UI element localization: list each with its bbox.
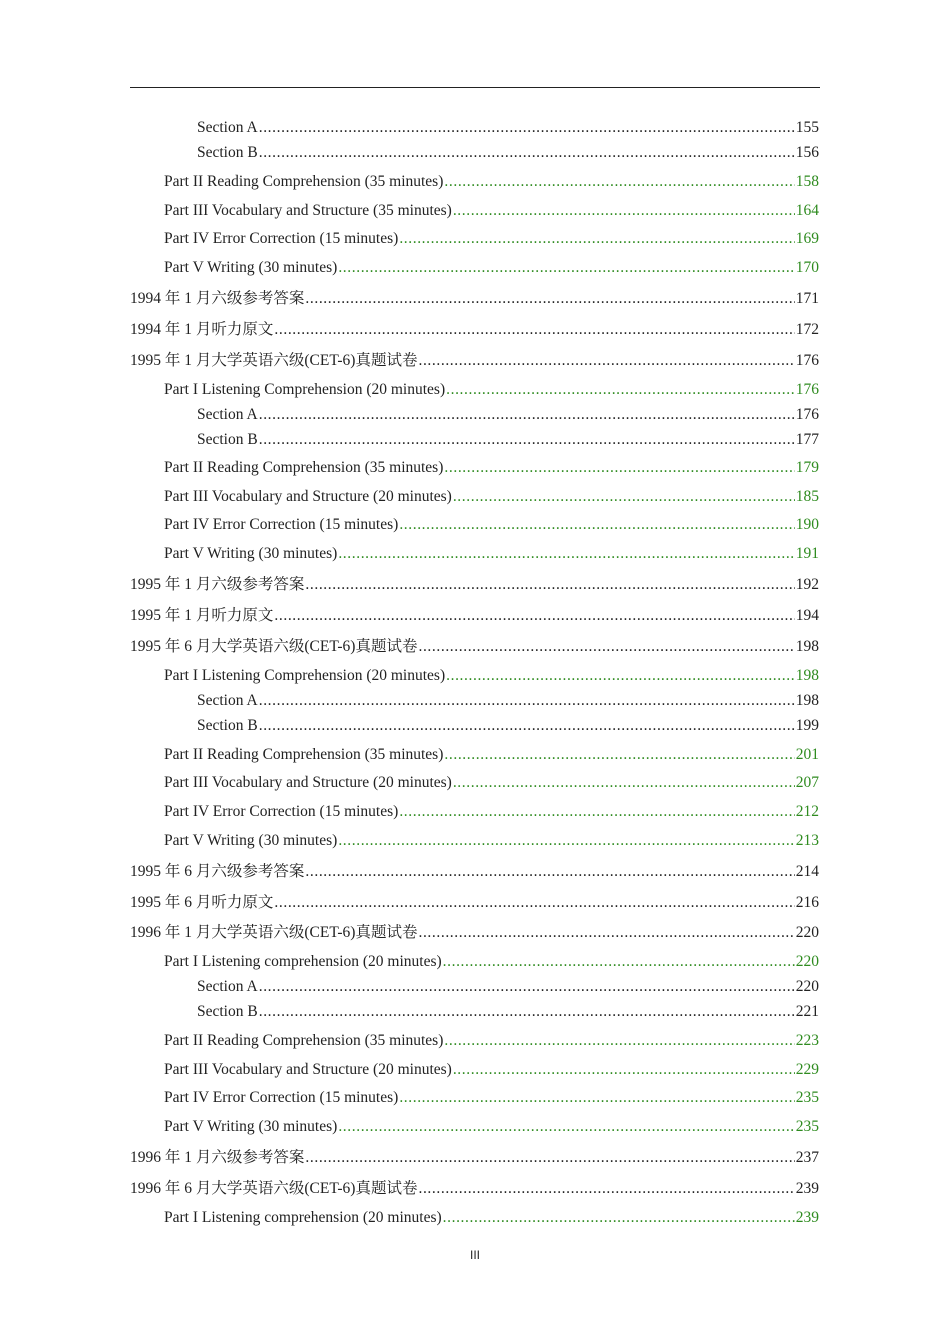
toc-leader-dots xyxy=(446,380,795,400)
toc-entry-page: 176 xyxy=(795,406,819,423)
toc-entry-title: Part III Vocabulary and Structure (20 minutes) xyxy=(164,774,452,791)
toc-entry-title: Part II Reading Comprehension (35 minutes) xyxy=(164,173,444,190)
toc-entry-title: Section B xyxy=(197,1003,258,1020)
toc-entry[interactable] xyxy=(164,1088,819,1108)
toc-entry-page: 176 xyxy=(795,352,819,369)
toc-leader-dots xyxy=(444,458,794,478)
toc-entry[interactable] xyxy=(197,118,819,138)
toc-entry[interactable] xyxy=(130,1148,819,1168)
toc-entry[interactable] xyxy=(130,320,819,340)
toc-leader-dots xyxy=(418,351,794,371)
toc-leader-dots xyxy=(453,487,795,507)
toc-entry-title: 1996 年 1 月六级参考答案 xyxy=(130,1149,305,1166)
toc-leader-dots xyxy=(259,977,795,997)
toc-entry-page: 164 xyxy=(795,202,819,219)
toc-entry-title: Part V Writing (30 minutes) xyxy=(164,545,338,562)
toc-entry[interactable] xyxy=(197,430,819,450)
toc-entry-title: 1995 年 6 月六级参考答案 xyxy=(130,863,305,880)
toc-entry-page: 213 xyxy=(795,832,819,849)
toc-leader-dots xyxy=(399,1088,794,1108)
toc-entry-title: Part IV Error Correction (15 minutes) xyxy=(164,230,399,247)
toc-entry[interactable] xyxy=(164,773,819,793)
toc-leader-dots xyxy=(259,405,795,425)
header-rule xyxy=(130,87,820,88)
toc-entry[interactable] xyxy=(164,952,819,972)
toc-leader-dots xyxy=(453,1060,795,1080)
toc-entry[interactable] xyxy=(164,802,819,822)
toc-leader-dots xyxy=(418,637,794,657)
toc-entry[interactable] xyxy=(197,977,819,997)
toc-entry-title: Section A xyxy=(197,406,258,423)
toc-entry-page: 207 xyxy=(795,774,819,791)
toc-entry-page: 235 xyxy=(795,1089,819,1106)
toc-leader-dots xyxy=(274,606,794,626)
toc-entry-title: 1996 年 6 月大学英语六级(CET-6)真题试卷 xyxy=(130,1180,418,1197)
toc-entry-title: 1995 年 6 月大学英语六级(CET-6)真题试卷 xyxy=(130,638,418,655)
toc-entry-title: Part IV Error Correction (15 minutes) xyxy=(164,516,399,533)
toc-entry-page: 239 xyxy=(795,1209,819,1226)
toc-entry[interactable] xyxy=(164,666,819,686)
toc-entry-page: 220 xyxy=(795,978,819,995)
toc-entry-page: 170 xyxy=(795,259,819,276)
toc-entry[interactable] xyxy=(130,289,819,309)
toc-entry-title: 1995 年 1 月大学英语六级(CET-6)真题试卷 xyxy=(130,352,418,369)
toc-entry-title: Section B xyxy=(197,144,258,161)
toc-entry-title: Part I Listening comprehension (20 minutes) xyxy=(164,953,442,970)
toc-entry-title: Part I Listening Comprehension (20 minutes) xyxy=(164,667,446,684)
toc-entry-page: 176 xyxy=(795,381,819,398)
toc-entry[interactable] xyxy=(164,258,819,278)
toc-leader-dots xyxy=(338,258,794,278)
toc-leader-dots xyxy=(259,691,795,711)
toc-entry-title: Part II Reading Comprehension (35 minutes) xyxy=(164,746,444,763)
toc-entry[interactable] xyxy=(130,637,819,657)
toc-entry-page: 171 xyxy=(795,290,819,307)
toc-entry-page: 220 xyxy=(795,953,819,970)
toc-leader-dots xyxy=(443,1208,795,1228)
toc-entry-page: 192 xyxy=(795,576,819,593)
toc-entry[interactable] xyxy=(130,1179,819,1199)
toc-entry[interactable] xyxy=(164,544,819,564)
toc-entry[interactable] xyxy=(197,716,819,736)
toc-leader-dots xyxy=(305,575,794,595)
toc-leader-dots xyxy=(259,118,795,138)
toc-entry-title: Part III Vocabulary and Structure (35 minutes) xyxy=(164,202,452,219)
toc-entry[interactable] xyxy=(164,458,819,478)
toc-entry[interactable] xyxy=(164,380,819,400)
toc-entry-page: 198 xyxy=(795,638,819,655)
toc-leader-dots xyxy=(338,831,794,851)
toc-entry-page: 214 xyxy=(795,863,819,880)
toc-entry-page: 212 xyxy=(795,803,819,820)
toc-entry[interactable] xyxy=(197,405,819,425)
toc-entry-title: Part V Writing (30 minutes) xyxy=(164,1118,338,1135)
toc-entry-title: Part V Writing (30 minutes) xyxy=(164,259,338,276)
toc-entry-title: 1996 年 1 月大学英语六级(CET-6)真题试卷 xyxy=(130,924,418,941)
toc-leader-dots xyxy=(274,893,794,913)
toc-entry-title: 1994 年 1 月六级参考答案 xyxy=(130,290,305,307)
toc-entry-title: Part III Vocabulary and Structure (20 minutes) xyxy=(164,488,452,505)
toc-entry[interactable] xyxy=(197,1002,819,1022)
toc-entry-title: 1995 年 1 月听力原文 xyxy=(130,607,274,624)
toc-entry-title: Part II Reading Comprehension (35 minutes) xyxy=(164,1032,444,1049)
toc-entry-title: Part I Listening Comprehension (20 minutes) xyxy=(164,381,446,398)
toc-entry-title: Part IV Error Correction (15 minutes) xyxy=(164,1089,399,1106)
toc-entry[interactable] xyxy=(164,1031,819,1051)
toc-entry[interactable] xyxy=(164,831,819,851)
toc-entry-page: 198 xyxy=(795,692,819,709)
toc-leader-dots xyxy=(259,143,795,163)
toc-entry[interactable] xyxy=(197,143,819,163)
toc-leader-dots xyxy=(444,745,794,765)
toc-entry-page: 199 xyxy=(795,717,819,734)
toc-entry[interactable] xyxy=(130,923,819,943)
toc-leader-dots xyxy=(399,229,794,249)
toc-entry[interactable] xyxy=(164,1117,819,1137)
toc-entry[interactable] xyxy=(164,1060,819,1080)
toc-entry-title: 1995 年 1 月六级参考答案 xyxy=(130,576,305,593)
toc-entry-page: 201 xyxy=(795,746,819,763)
toc-leader-dots xyxy=(418,923,794,943)
toc-entry-page: 191 xyxy=(795,545,819,562)
toc-leader-dots xyxy=(259,716,795,736)
toc-entry-page: 185 xyxy=(795,488,819,505)
toc-leader-dots xyxy=(399,515,794,535)
toc-entry-page: 158 xyxy=(795,173,819,190)
toc-entry-page: 216 xyxy=(795,894,819,911)
toc-entry-page: 220 xyxy=(795,924,819,941)
toc-leader-dots xyxy=(453,201,795,221)
toc-entry-page: 172 xyxy=(795,321,819,338)
toc-entry[interactable] xyxy=(130,351,819,371)
toc-entry-title: Section A xyxy=(197,978,258,995)
toc-entry-title: Part I Listening comprehension (20 minutes) xyxy=(164,1209,442,1226)
toc-entry-title: Part II Reading Comprehension (35 minutes) xyxy=(164,459,444,476)
toc-entry[interactable] xyxy=(130,862,819,882)
toc-entry-page: 179 xyxy=(795,459,819,476)
toc-entry-title: Section A xyxy=(197,692,258,709)
toc-leader-dots xyxy=(443,952,795,972)
toc-entry-page: 190 xyxy=(795,516,819,533)
toc-entry[interactable] xyxy=(164,515,819,535)
toc-entry-title: Part V Writing (30 minutes) xyxy=(164,832,338,849)
toc-leader-dots xyxy=(305,289,794,309)
toc-entry-page: 177 xyxy=(795,431,819,448)
toc-entry-page: 229 xyxy=(795,1061,819,1078)
toc-leader-dots xyxy=(338,544,794,564)
toc-entry[interactable] xyxy=(164,172,819,192)
toc-entry-page: 221 xyxy=(795,1003,819,1020)
toc-entry[interactable] xyxy=(164,745,819,765)
toc-entry-page: 239 xyxy=(795,1180,819,1197)
toc-leader-dots xyxy=(338,1117,794,1137)
toc-entry-page: 156 xyxy=(795,144,819,161)
toc-entry[interactable] xyxy=(130,575,819,595)
toc-entry[interactable] xyxy=(164,1208,819,1228)
toc-entry-page: 198 xyxy=(795,667,819,684)
toc-entry-page: 237 xyxy=(795,1149,819,1166)
toc-entry-title: Section B xyxy=(197,717,258,734)
toc-entry-page: 194 xyxy=(795,607,819,624)
toc-leader-dots xyxy=(446,666,795,686)
toc-leader-dots xyxy=(274,320,794,340)
toc-leader-dots xyxy=(453,773,795,793)
toc-leader-dots xyxy=(399,802,794,822)
toc-entry[interactable] xyxy=(130,606,819,626)
toc-leader-dots xyxy=(305,1148,794,1168)
toc-entry-page: 155 xyxy=(795,119,819,136)
toc-leader-dots xyxy=(259,1002,795,1022)
toc-leader-dots xyxy=(444,1031,794,1051)
toc-entry[interactable] xyxy=(164,229,819,249)
toc-leader-dots xyxy=(418,1179,794,1199)
toc-leader-dots xyxy=(444,172,794,192)
toc-entry[interactable] xyxy=(130,893,819,913)
toc-entry[interactable] xyxy=(164,201,819,221)
toc-entry-title: Part IV Error Correction (15 minutes) xyxy=(164,803,399,820)
toc-entry-title: 1994 年 1 月听力原文 xyxy=(130,321,274,338)
toc-leader-dots xyxy=(259,430,795,450)
toc-entry[interactable] xyxy=(164,487,819,507)
page-number: III xyxy=(469,1248,480,1262)
toc-leader-dots xyxy=(305,862,794,882)
toc-entry-title: Section A xyxy=(197,119,258,136)
toc-entry-title: 1995 年 6 月听力原文 xyxy=(130,894,274,911)
toc-entry-page: 169 xyxy=(795,230,819,247)
toc-entry-title: Section B xyxy=(197,431,258,448)
toc-entry-title: Part III Vocabulary and Structure (20 minutes) xyxy=(164,1061,452,1078)
toc-entry-page: 223 xyxy=(795,1032,819,1049)
toc-entry[interactable] xyxy=(197,691,819,711)
toc-entry-page: 235 xyxy=(795,1118,819,1135)
